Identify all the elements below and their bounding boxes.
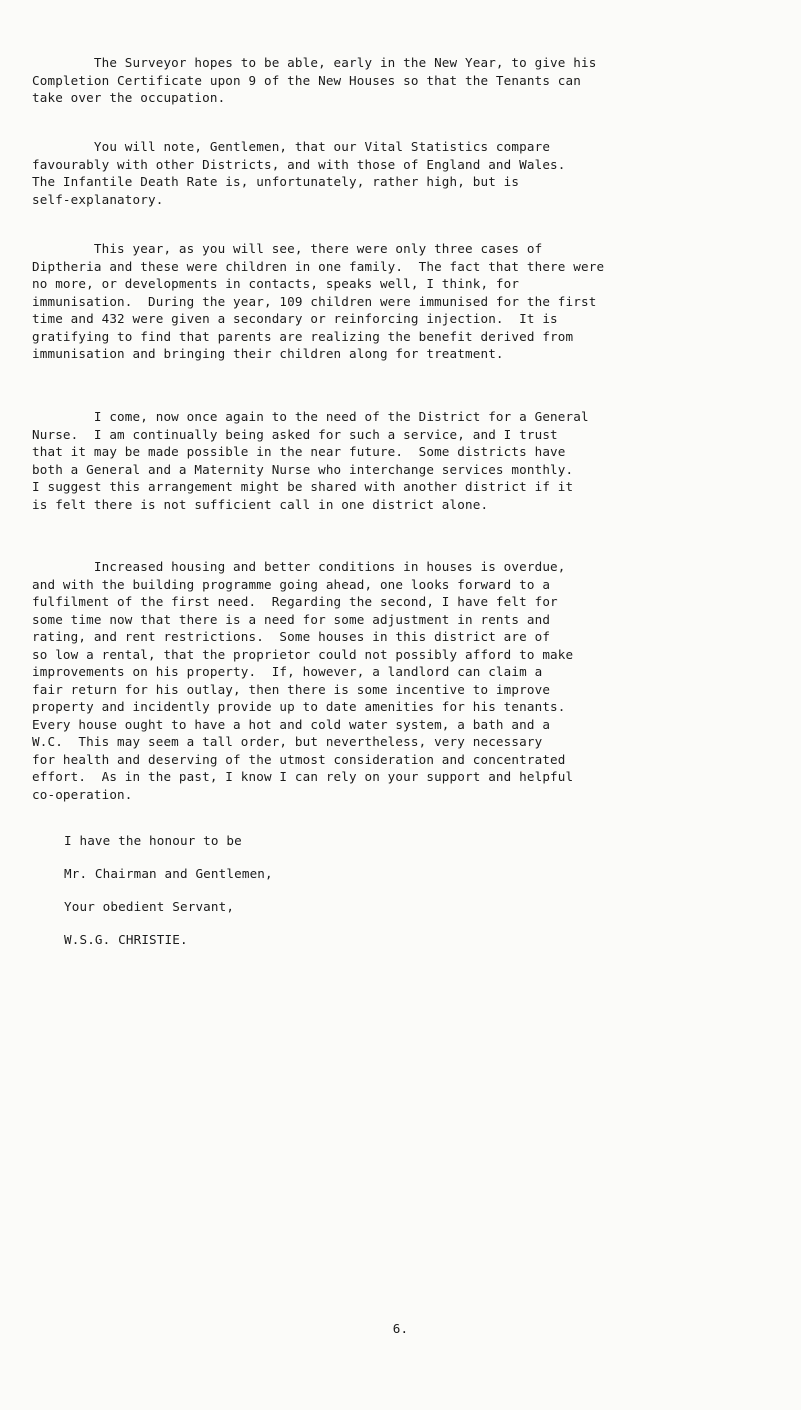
paragraph-housing: Increased housing and better conditions in houses is overdue, and with the building programme going ahead, one looks forward to a fulfilment of the first need. Regarding the second, I have felt for some time now that there is a need for some adjustment in rents and rating, and rent restrictions. Some houses in this district are of so low a rental, that the proprietor could not possibly afford to make improvements on his property. If, however, a landlord can claim a fair return for his outlay, then there is some incentive to improve property and incidently provide up to date amenities for his tenants. Every house ought to have a hot and cold water system, a bath and a W.C. This may seem a tall order, but nevertheless, very necessary for health and deserving of the utmost consideration and concentrated effort. As in the past, I know I can rely on your support and helpful co-operation.	[32, 559, 574, 802]
paragraph-surveyor: The Surveyor hopes to be able, early in the New Year, to give his Completion Certificate upon 9 of the New Houses so that the Tenants can take over the occupation.	[32, 55, 597, 105]
paragraph-vital-statistics: You will note, Gentlemen, that our Vital Statistics compare favourably with other Districts, and with those of England and Wales. The Infantile Death Rate is, unfortunately, rather high, but is self-explanatory.	[32, 139, 566, 207]
paragraph-diptheria: This year, as you will see, there were only three cases of Diptheria and these were children in one family. The fact that there were no more, or developments in contacts, speaks well, I think, for immunisation. During the year, 109 children were immunised for the first time and 432 were given a secondary or reinforcing injection. It is gratifying to find that parents are realizing the benefit derived from immunisation and bringing their children along for treatment.	[32, 241, 605, 361]
closing-salutation: Mr. Chairman and Gentlemen,	[64, 866, 273, 881]
page-number: 6.	[392, 1321, 409, 1336]
closing-honour: I have the honour to be	[64, 833, 242, 848]
paragraph-general-nurse: I come, now once again to the need of the District for a General Nurse. I am continually being asked for such a service, and I trust that it may be made possible in the near future. Some districts have both a General and a Maternity Nurse who interchange services monthly. I suggest this arrangement might be shared with another district if it is felt there is not sufficient call in one district alone.	[32, 409, 589, 512]
signature: W.S.G. CHRISTIE.	[64, 932, 188, 947]
closing-servant: Your obedient Servant,	[64, 899, 235, 914]
